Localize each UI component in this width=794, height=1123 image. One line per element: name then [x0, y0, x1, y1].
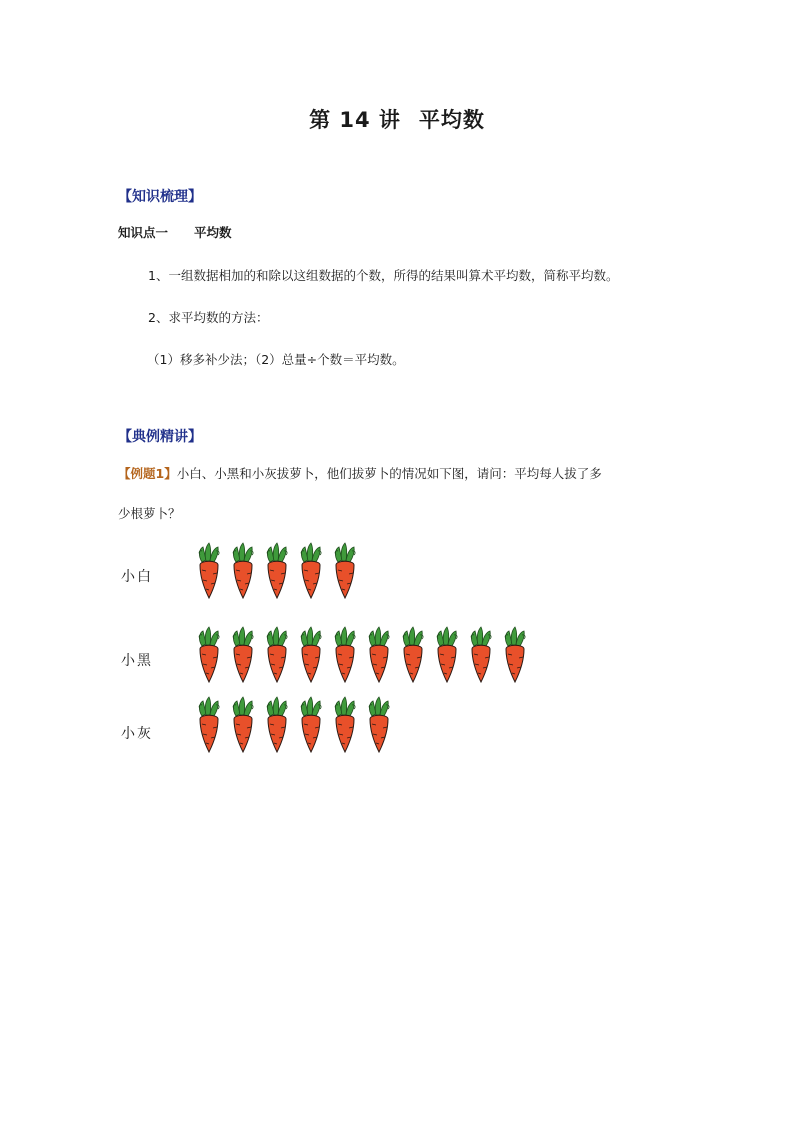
carrot-icon	[230, 696, 256, 754]
knowledge-item-2: 2、求平均数的方法：	[148, 310, 269, 325]
knowledge-point-label: 知识点一	[118, 225, 169, 240]
knowledge-point-heading	[118, 223, 232, 241]
carrot-icon	[366, 626, 392, 684]
carrot-icon	[332, 696, 358, 754]
carrot-icon	[196, 542, 222, 600]
row-label-xiaohui: 小灰	[121, 726, 153, 742]
example-1-line-2: 少根萝卜？	[118, 506, 181, 521]
carrot-row-xiaohui	[196, 696, 400, 756]
row-label-xiaohei: 小黑	[121, 653, 153, 669]
knowledge-item-3: （1）移多补少法；（2）总量÷个数＝平均数。	[147, 352, 405, 367]
carrot-icon	[332, 626, 358, 684]
carrot-icon	[298, 542, 324, 600]
carrot-icon	[468, 626, 494, 684]
carrot-icon	[332, 542, 358, 600]
example-1-line-1	[118, 464, 602, 482]
carrot-icon	[502, 626, 528, 684]
lecture-number: 第 14 讲	[309, 108, 401, 132]
examples-heading: 【典例精讲】	[118, 429, 202, 445]
carrot-row-xiaobai	[196, 542, 366, 602]
carrot-icon	[366, 696, 392, 754]
carrot-icon	[298, 626, 324, 684]
example-1-tag: 【例题1】	[118, 466, 177, 481]
carrot-icon	[400, 626, 426, 684]
example-1-text: 小白、小黑和小灰拔萝卜，他们拔萝卜的情况如下图，请问：平均每人拔了多	[176, 466, 602, 481]
carrot-icon	[230, 626, 256, 684]
carrot-icon	[298, 696, 324, 754]
carrot-icon	[264, 626, 290, 684]
carrot-icon	[264, 542, 290, 600]
carrot-icon	[196, 626, 222, 684]
carrot-icon	[264, 696, 290, 754]
carrot-icon	[434, 626, 460, 684]
carrot-icon	[230, 542, 256, 600]
page-title	[0, 104, 794, 134]
knowledge-heading: 【知识梳理】	[118, 189, 202, 205]
carrot-row-xiaohei	[196, 626, 536, 686]
knowledge-item-1: 1、一组数据相加的和除以这组数据的个数，所得的结果叫算术平均数，简称平均数。	[148, 268, 619, 283]
knowledge-point-name: 平均数	[194, 225, 232, 240]
row-label-xiaobai: 小白	[121, 569, 153, 585]
carrot-icon	[196, 696, 222, 754]
lecture-topic: 平均数	[418, 108, 485, 132]
